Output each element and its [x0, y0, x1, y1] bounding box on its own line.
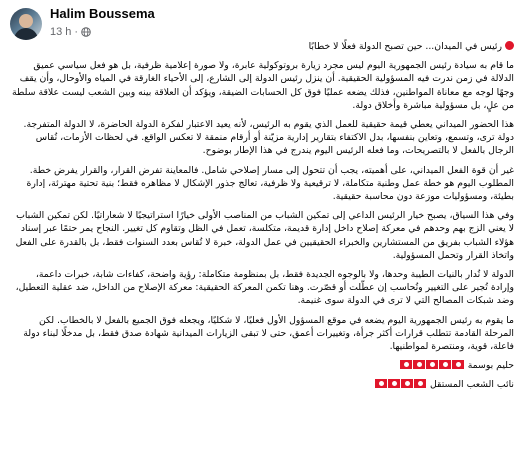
author-name[interactable]: Halim Boussema	[50, 6, 155, 21]
flag-icon	[400, 360, 412, 369]
signature-name-line	[10, 359, 514, 372]
globe-icon[interactable]	[81, 27, 91, 37]
post-paragraph-1: ما قام به سيادة رئيس الجمهورية اليوم ليس مجرد زيارة بروتوكولية عابرة، ولا صورة إعلامية ظرفية، بل هو فعل سياسي عميق الدلالة في زمن ندرت فيه المسؤولية الحقيقية. أن ينزل رئيس الدولة إلى الشارع، إلى الأحياء الغارقة في المياه والأوحال، وأن يقف وجهًا لوجه مع معاناة المواطنين، فذلك يضعه عمليًا فوق كل الحسابات الضيقة، ويؤكد أن العلاقة بينه وبين الشعب ليست علاقة سلطة من علٍ، بل مسؤولية مباشرة وأخلاق دولة.	[12, 60, 514, 111]
flag-icon	[414, 379, 426, 388]
post-paragraph-6: ما يقوم به رئيس الجمهورية اليوم يضعه في موقع المسؤول الأول فعليًا، لا شكليًا، ويجعله فوق الجميع بالفعل لا بالخطاب. لكن المرحلة القادمة تتطلب قرارات أكثر جرأة، وتغييرات أعمق، حتى لا تبقى الزيارات الميدانية شهادة صدق فقط، بل مدخلًا لبناء دولة فاعلة، قوية، ومنتصرة لمواطنيها.	[23, 314, 514, 353]
flag-icon	[426, 360, 438, 369]
flag-icon	[439, 360, 451, 369]
red-circle-icon	[505, 41, 514, 50]
post-paragraph-5: الدولة لا تُدار بالنيات الطيبة وحدها، ولا بالوجوه الجديدة فقط، بل بمنظومة متكاملة: رؤية واضحة، كفاءات شابة، خبرات داعمة، وإرادة تُجبر على التغيير وتُحاسب إن عطّلت أو قصّرت. وهنا تكمن المعركة الحقيقية: معركة الإصلاح من الداخل، ضد عقلية التعطيل، وضد شبكات المصالح التي لا ترى في الدولة سوى غنيمة.	[15, 269, 514, 307]
post-paragraph-4: وفي هذا السياق، يصبح خيار الرئيس الداعي إلى تمكين الشباب من المناصب الأولى خيارًا استراتيجيًا لا شعاراتيًا. لكن تمكين الشباب لا يعني الزج بهم وحدهم في معركة إصلاح داخل إدارة قديمة، متكلسة، تعمل في الظل وتقاوم كل تغيير. النجاح يمر حتمًا عبر إسناد هؤلاء الشباب بفريق من المستشارين والخبراء الحقيقيين في عمل الدولة، خبرة لا تُقاس بعدد السنوات فقط، بل بالقدرة على الفعل واتخاذ القرار وتحمل المسؤولية.	[15, 210, 514, 261]
author-avatar[interactable]	[10, 8, 42, 40]
signature-name: حليم بوسمة	[467, 360, 514, 372]
post-time[interactable]: 13 h	[50, 26, 72, 38]
flag-icon	[401, 379, 413, 388]
post-meta	[50, 6, 155, 40]
signature-role-line	[10, 378, 514, 391]
post-title: رئيس في الميدان... حين تصبح الدولة فعلًا لا خطابًا	[308, 41, 502, 52]
flag-icon	[375, 379, 387, 388]
post-body	[10, 40, 514, 391]
post-paragraph-2: هذا الحضور الميداني يعطي قيمة حقيقية للعمل الذي يقوم به الرئيس، لأنه يعيد الاعتبار لفكرة الدولة الحاضرة، لا الدولة المتفرجة. دولة ترى، وتسمع، وتعاين بنفسها، بدل الاكتفاء بتقارير إدارية مزيّنة أو أرقام منمقة لا تعكس الواقع. في لحظات الأزمات، تُقاس الرجال بالفعل لا بالتصريحات، وما فعله الرئيس اليوم يندرج في هذا الإطار بوضوح.	[23, 119, 514, 157]
post-subline	[50, 24, 155, 40]
meta-separator: ·	[74, 26, 79, 38]
signature-role: نائب الشعب المستقل	[429, 379, 514, 391]
flag-icon	[452, 360, 464, 369]
flag-icon	[388, 379, 400, 388]
post-title-line	[10, 40, 514, 53]
post-paragraph-3: غير أن قوة الفعل الميداني، على أهميته، يجب أن تتحول إلى مسار إصلاحي شامل. فالمعاينة تفرض القرار، والقرار يفرض خطة. المطلوب اليوم هو خطة عمل وطنية متكاملة، لا ترقيعية ولا ظرفية، تعالج جذور الإشكال لا مظاهره فقط؛ بنية تحتية مهترئة، إدارة بطيئة، ومسؤوليات موزعة دون محاسبة حقيقية.	[26, 164, 514, 203]
flag-icon	[413, 360, 425, 369]
